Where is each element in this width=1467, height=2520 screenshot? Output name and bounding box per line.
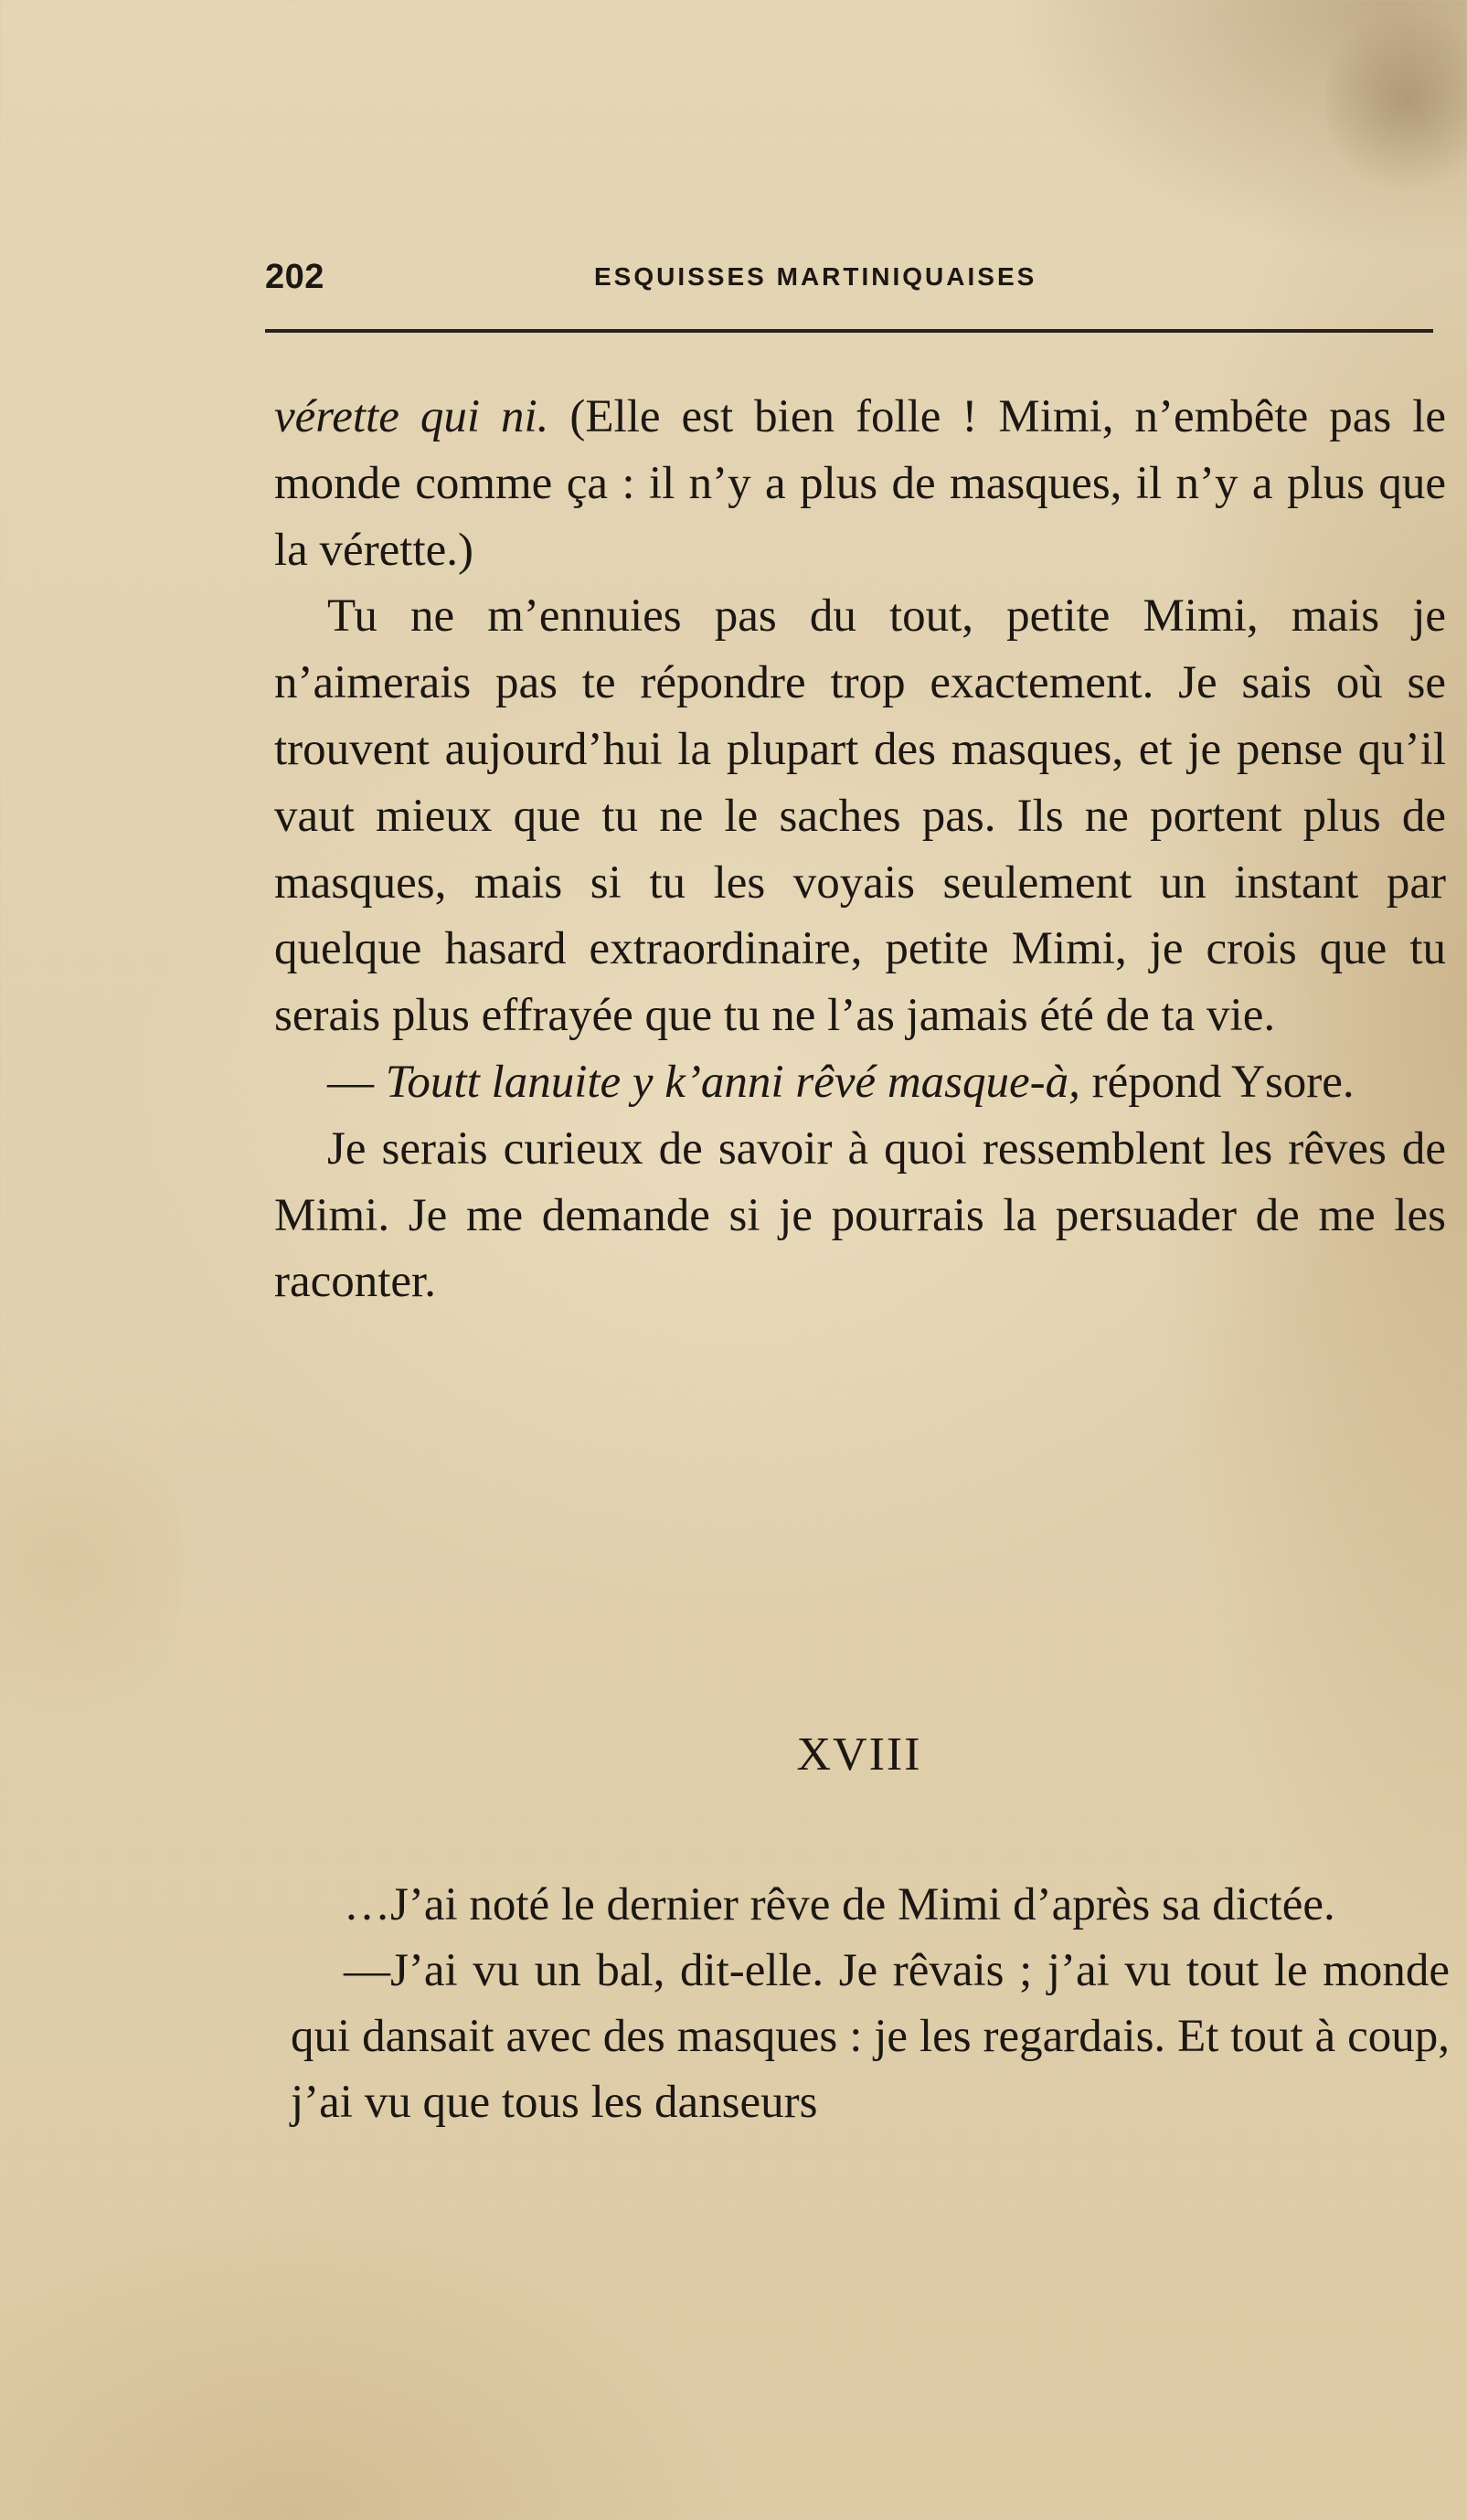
paragraph-text: répond Ysore.	[1079, 1056, 1355, 1108]
paper-stain	[1325, 0, 1467, 201]
dialogue-dash: —	[327, 1056, 386, 1108]
body-text	[274, 384, 1446, 1315]
paragraph: —J’ai vu un bal, dit-elle. Je rêvais ; j’ai vu tout le monde qui dansait avec des masques : je les regardais. Et tout à coup, j’ai vu que tous les danseurs	[291, 1945, 1450, 2128]
paragraph-text: (Elle est bien folle ! Mimi, n’embête pas le monde comme ça : il n’y a plus de masques, il n’y a plus que la vérette.)	[274, 391, 1446, 576]
creole-phrase: Toutt lanuite y k’anni rêvé masque-à,	[385, 1056, 1080, 1108]
paper-stain	[0, 1371, 183, 1755]
paragraph: …J’ai noté le dernier rêve de Mimi d’après sa dictée.	[344, 1879, 1335, 1930]
paragraph	[274, 1049, 1446, 1116]
running-head: ESQUISSES MARTINIQUAISES	[594, 262, 1037, 291]
header-rule	[265, 329, 1433, 333]
page-number: 202	[265, 258, 324, 296]
page-header	[265, 254, 1435, 300]
chapter-heading: XVIII	[796, 1728, 922, 1781]
section-text	[291, 1872, 1450, 2135]
paragraph	[274, 384, 1446, 583]
paragraph: Je serais curieux de savoir à quoi ressemblent les rêves de Mimi. Je me demande si je pourrais la persuader de me les raconter.	[274, 1122, 1446, 1308]
paragraph: Tu ne m’ennuies pas du tout, petite Mimi, mais je n’aimerais pas te répondre trop exactement. Je sais où se trouvent aujourd’hui la plupart des masques, et je pense qu’il vaut mieux que tu ne le saches pas. Ils ne portent plus de masques, mais si tu les voyais seulement un instant par quelque hasard extraordinaire, petite Mimi, je crois que tu serais plus effrayée que tu ne l’as jamais été de ta vie.	[274, 590, 1446, 1042]
creole-phrase: vérette qui ni.	[274, 391, 549, 442]
